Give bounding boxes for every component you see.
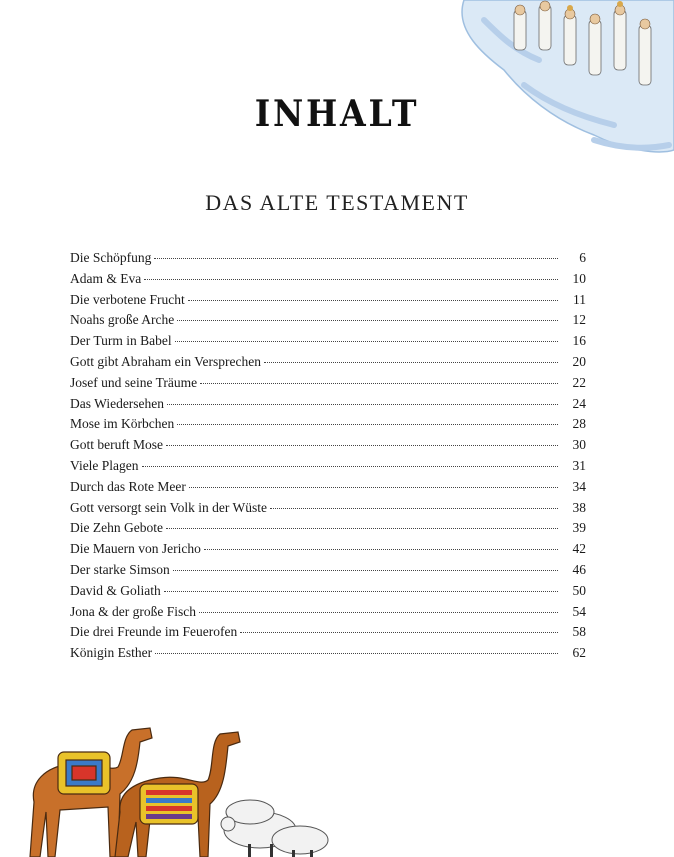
toc-entry [70,604,586,625]
dot-leader [264,362,558,363]
toc-entry-page: 24 [572,395,586,411]
toc-entry-title: Die verbotene Frucht [70,291,185,307]
dot-leader [177,424,558,425]
toc-entry-page: 11 [573,291,586,307]
dot-leader [166,445,558,446]
toc-entry-title: Mose im Körbchen [70,416,175,432]
toc-entry-title: Die drei Freunde im Feuerofen [70,624,238,640]
toc-entry-title: Der starke Simson [70,561,170,577]
toc-entry-title: Königin Esther [70,645,153,661]
toc-entry-page: 22 [572,374,586,390]
toc-entry-title: Gott gibt Abraham ein Versprechen [70,353,261,369]
toc-entry-page: 16 [572,333,586,349]
dot-leader [144,279,558,280]
toc-entry-title: Viele Plagen [70,457,139,473]
toc-entry-title: Die Schöpfung [70,250,152,265]
dot-leader [177,320,558,321]
toc-entry-title: Die Mauern von Jericho [70,541,201,557]
toc-entry-title: Josef und seine Träume [70,374,198,390]
toc-entry-page: 30 [572,437,586,453]
toc-entry-page: 12 [572,312,586,328]
toc-entry-title: Gott beruft Mose [70,437,163,453]
toc-entry-page: 58 [572,624,586,640]
page-title: INHALT [254,93,420,135]
toc-entry [70,624,586,645]
toc-entry [70,645,586,666]
section-title: DAS ALTE TESTAMENT [205,190,469,215]
toc-entry [70,396,586,417]
toc-entry [70,250,586,271]
toc-entry [70,520,586,541]
camels-sheep-illustration [0,712,330,857]
toc-entry-title: David & Goliath [70,582,161,598]
toc-entry-title: Durch das Rote Meer [70,478,186,494]
dot-leader [164,591,558,592]
dot-leader [154,258,558,259]
toc-entry-title: Jona & der große Fisch [70,603,196,619]
toc-entry-title: Die Zehn Gebote [70,520,163,536]
toc-entry [70,292,586,313]
toc-entry-page: 50 [572,582,586,598]
toc-entry [70,583,586,604]
toc-entry [70,458,586,479]
dot-leader [188,300,558,301]
dot-leader [173,570,558,571]
toc-entry [70,562,586,583]
dot-leader [166,528,558,529]
toc-entry [70,500,586,521]
toc-entry [70,271,586,292]
dot-leader [175,341,558,342]
toc-entry-page: 38 [572,499,586,515]
toc-entry [70,541,586,562]
toc-entry-title: Noahs große Arche [70,312,175,328]
toc-entry-title: Der Turm in Babel [70,333,172,349]
toc-entry [70,354,586,375]
dot-leader [204,549,558,550]
dot-leader [142,466,558,467]
dot-leader [200,383,558,384]
toc-entry-page: 39 [572,520,586,536]
toc-entry [70,437,586,458]
toc-entry-title: Das Wiedersehen [70,395,165,411]
table-of-contents [70,250,586,666]
angels-cloud-illustration [444,0,674,160]
toc-entry [70,375,586,396]
toc-entry-page: 20 [572,353,586,369]
toc-entry-page: 42 [572,541,586,557]
dot-leader [270,508,558,509]
toc-entry [70,416,586,437]
dot-leader [189,487,558,488]
toc-entry-page: 54 [572,603,586,619]
dot-leader [167,404,558,405]
toc-entry-page: 31 [572,457,586,473]
toc-entry-page: 28 [572,416,586,432]
toc-entry-title: Adam & Eva [70,270,142,286]
toc-entry-page: 6 [579,250,586,265]
toc-entry-page: 34 [572,478,586,494]
toc-entry [70,333,586,354]
toc-entry [70,479,586,500]
toc-entry-page: 10 [572,270,586,286]
toc-entry-page: 62 [572,645,586,661]
dot-leader [155,653,558,654]
dot-leader [199,612,558,613]
toc-entry-page: 46 [572,561,586,577]
dot-leader [240,632,558,633]
toc-entry-title: Gott versorgt sein Volk in der Wüste [70,499,267,515]
toc-entry [70,312,586,333]
